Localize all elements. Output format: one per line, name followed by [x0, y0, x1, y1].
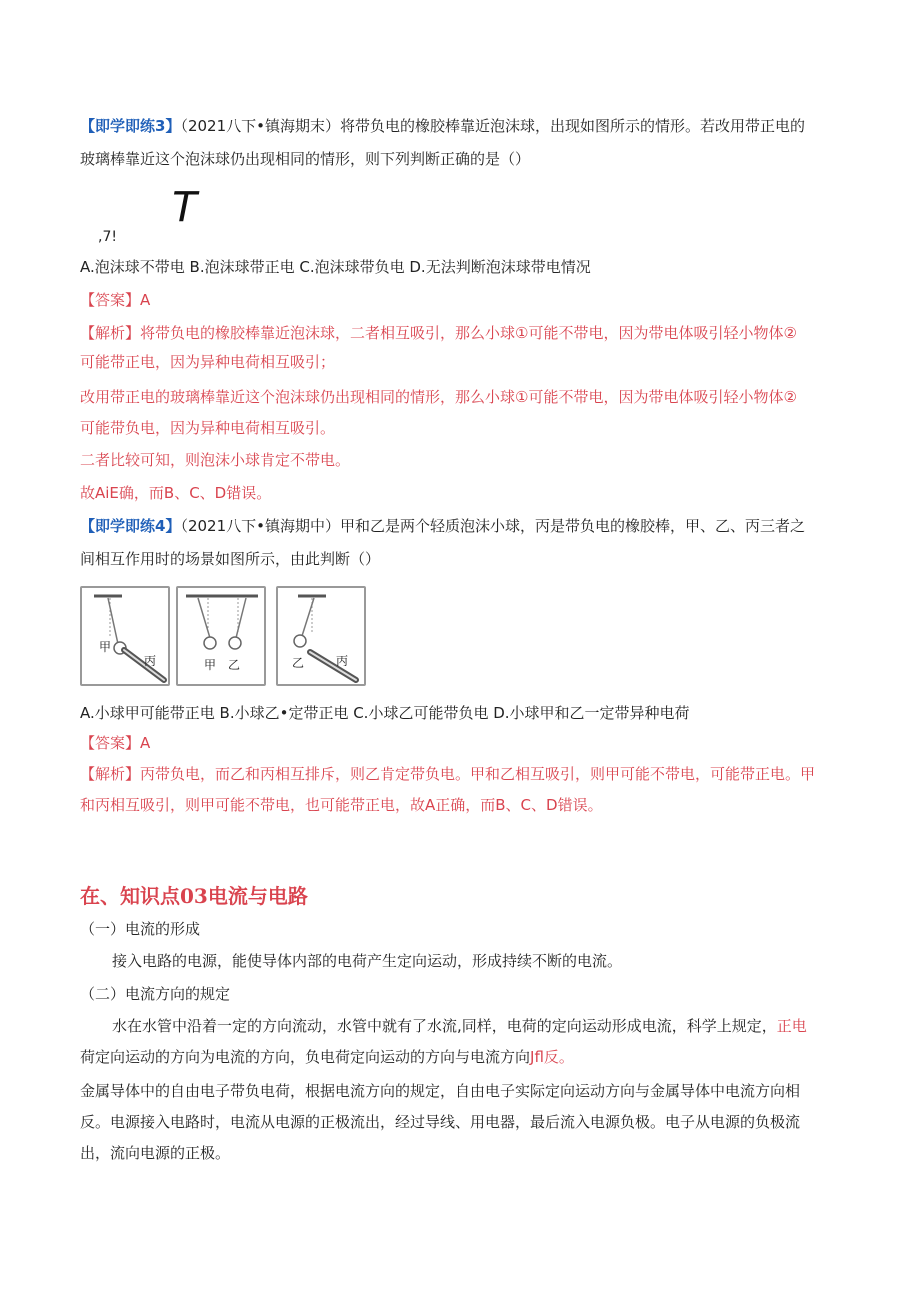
section-p1: 接入电路的电源，能使导体内部的电荷产生定向运动，形成持续不断的电流。	[112, 952, 623, 970]
panel-1-label-b: 丙	[144, 654, 157, 668]
q3-text-1: （2021八下•镇海期末）将带负电的橡胶棒靠近泡沫球，出现如图所示的情形。若改用带正电的	[180, 117, 805, 135]
q3-line2: 玻璃棒靠近这个泡沫球仍出现相同的情形，则下列判断正确的是（）	[80, 150, 531, 168]
q4-tag: 【即学即练4】	[80, 517, 181, 535]
section-p3-line1: 金属导体中的自由电子带负电荷，根据电流方向的规定，自由电子实际定向运动方向与金属导体中电流方向相	[80, 1082, 801, 1100]
section-p3-line3: 出，流向电源的正极。	[80, 1144, 231, 1162]
q3-answer: 【答案】A	[80, 291, 151, 309]
panel-1-drawing	[82, 588, 168, 684]
p2-line2-highlight: Jfl反。	[530, 1048, 574, 1066]
panel-2-label-b: 乙	[228, 658, 241, 672]
q4-analysis-1	[80, 764, 840, 784]
q3-line1	[80, 116, 840, 136]
p2-line1-highlight: 正电	[776, 1017, 807, 1035]
section-p2-line1	[112, 1016, 872, 1036]
q4-analysis-2: 和丙相互吸引，则甲可能不带电，也可能带正电，故A正确，而B、C、D错误。	[80, 796, 603, 814]
q3-analysis-text-1: 将带负电的橡胶棒靠近泡沫球，二者相互吸引，那么小球①可能不带电，因为带电体吸引轻小物体②	[140, 324, 797, 342]
p2-line2-text: 荷定向运动的方向为电流的方向，负电荷定向运动的方向与电流方向	[80, 1048, 531, 1066]
p2-line1-text: 水在水管中沿着一定的方向流动，水管中就有了水流,同样，电荷的定向运动形成电流，科学上规定，	[112, 1017, 777, 1035]
section-p2-line2	[80, 1047, 840, 1067]
q3-tag: 【即学即练3】	[80, 117, 181, 135]
q4-answer: 【答案】A	[80, 734, 151, 752]
q3-analysis-5: 二者比较可知，则泡沫小球肯定不带电。	[80, 451, 351, 469]
panel-3-label-a: 乙	[292, 656, 305, 670]
section-p3-line2: 反。电源接入电路时，电流从电源的正极流出，经过导线、用电器，最后流入电源负极。电子从电源的负极流	[80, 1113, 801, 1131]
q4-line1	[80, 516, 840, 536]
panel-3-label-b: 丙	[336, 654, 349, 668]
q3-analysis-3: 改用带正电的玻璃棒靠近这个泡沫球仍出现相同的情形，那么小球①可能不带电，因为带电体吸引轻小物体②	[80, 388, 797, 406]
q3-options: A.泡沫球不带电 B.泡沫球带正电 C.泡沫球带负电 D.无法判断泡沫球带电情况	[80, 258, 591, 276]
section-sub1: （一）电流的形成	[80, 920, 201, 938]
q3-analysis-tag: 【解析】	[80, 324, 141, 342]
q4-figure-panel-3	[276, 586, 366, 686]
q4-line2: 间相互作用时的场景如图所示，由此判断（）	[80, 550, 381, 568]
q3-analysis-2: 可能带正电，因为异种电荷相互吸引；	[80, 353, 336, 371]
q3-analysis-1	[80, 323, 840, 343]
q3-analysis-4: 可能带负电，因为异种电荷相互吸引。	[80, 419, 336, 437]
q4-figure-panel-1	[80, 586, 170, 686]
panel-1-label-a: 甲	[99, 640, 112, 654]
q4-analysis-tag: 【解析】	[80, 765, 141, 783]
q3-figure-letter: T	[170, 182, 197, 231]
section-sub2: （二）电流方向的规定	[80, 985, 231, 1003]
q4-options: A.小球甲可能带正电 B.小球乙•定带正电 C.小球乙可能带负电 D.小球甲和乙一定带异种电荷	[80, 704, 690, 722]
panel-2-label-a: 甲	[204, 658, 217, 672]
q3-analysis-6: 故AiE确，而B、C、D错误。	[80, 484, 272, 502]
panel-2-drawing	[178, 588, 264, 684]
section-heading: 在、知识点03电流与电路	[80, 884, 308, 908]
panel-3-drawing	[278, 588, 364, 684]
q4-figure-panel-2	[176, 586, 266, 686]
q4-text-1: （2021八下•镇海期中）甲和乙是两个轻质泡沫小球，丙是带负电的橡胶棒，甲、乙、丙三者之	[180, 517, 805, 535]
q4-analysis-text-1: 丙带负电，而乙和丙相互排斥，则乙肯定带负电。甲和乙相互吸引，则甲可能不带电，可能带正电。甲	[140, 765, 816, 783]
q3-figure-caption: ,7!	[98, 229, 117, 245]
